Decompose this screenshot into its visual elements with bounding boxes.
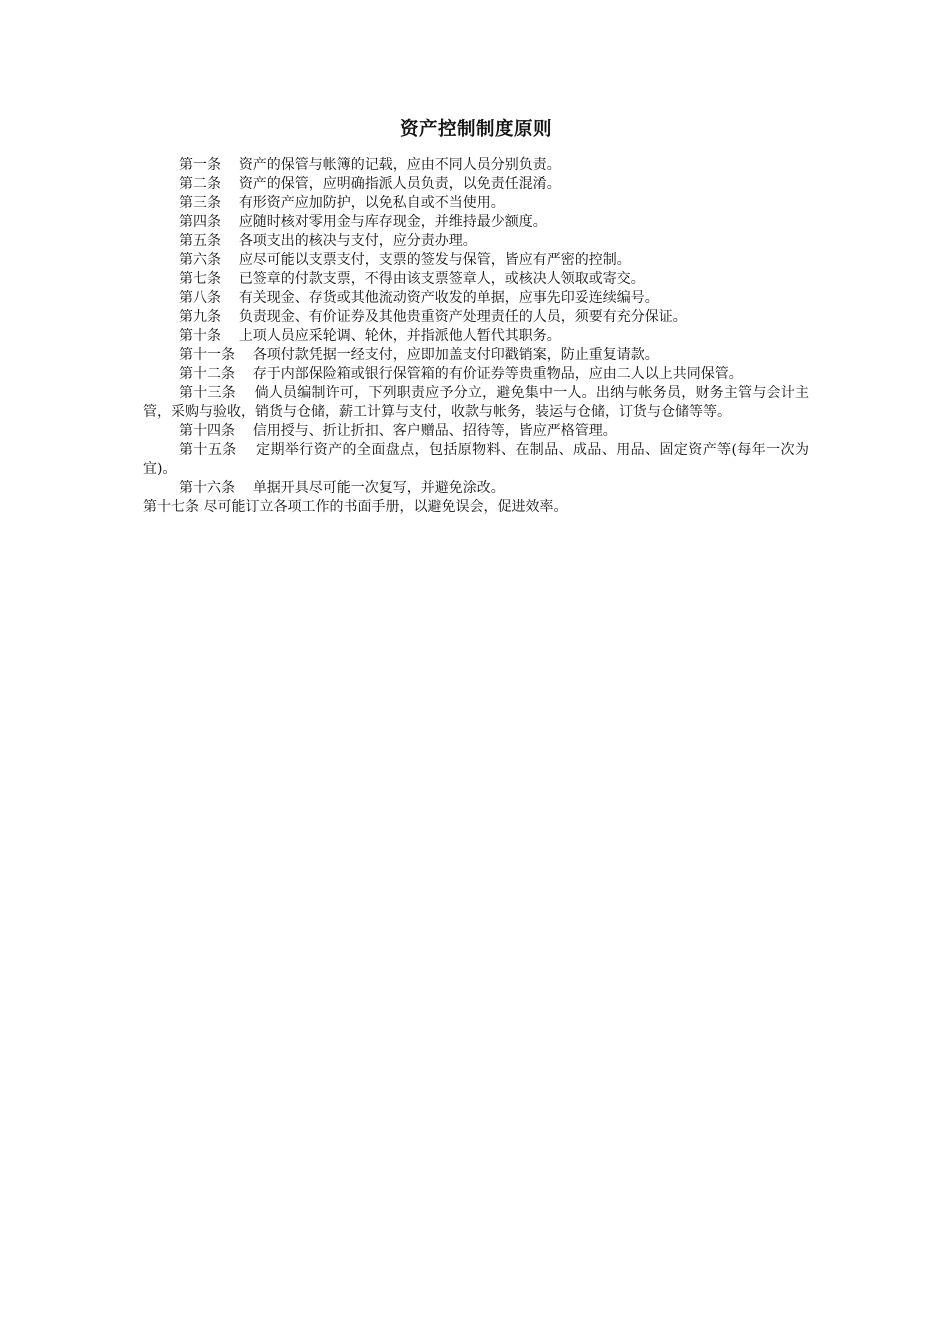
article-label: 第八条	[179, 290, 221, 306]
article-3	[143, 194, 809, 213]
article-label: 第四条	[179, 214, 221, 230]
article-text: 信用授与、折让折扣、客户赠品、招待等，皆应严格管理。	[252, 423, 617, 439]
article-16	[143, 479, 809, 498]
article-text: 定期举行资产的全面盘点，包括原物料、在制品、成品、用品、固定资产等(每年一次为宜)。	[143, 442, 810, 477]
article-7	[143, 270, 809, 289]
article-label: 第一条	[179, 157, 221, 173]
article-label: 第十五条	[179, 442, 237, 458]
article-label: 第十三条	[179, 385, 236, 401]
article-text: 各项付款凭据一经支付，应即加盖支付印戳销案，防止重复请款。	[252, 347, 659, 363]
article-text: 上项人员应采轮调、轮休，并指派他人暂代其职务。	[238, 328, 561, 344]
article-label: 第十六条	[179, 480, 235, 496]
article-text: 各项支出的核决与支付，应分责办理。	[238, 233, 477, 249]
article-text: 已签章的付款支票，不得由该支票签章人，或核决人领取或寄交。	[238, 271, 645, 287]
article-label: 第十四条	[179, 423, 235, 439]
article-label: 第五条	[179, 233, 221, 249]
article-5	[143, 232, 809, 251]
article-14	[143, 422, 809, 441]
article-label: 第十七条	[143, 499, 199, 515]
article-text: 资产的保管与帐簿的记载，应由不同人员分别负责。	[238, 157, 561, 173]
article-17	[143, 498, 809, 517]
article-text: 单据开具尽可能一次复写，并避免涂改。	[252, 480, 505, 496]
article-1	[143, 156, 809, 175]
article-13	[143, 384, 809, 422]
article-8	[143, 289, 809, 308]
article-10	[143, 327, 809, 346]
article-11	[143, 346, 809, 365]
article-label: 第九条	[179, 309, 221, 325]
article-label: 第十条	[179, 328, 221, 344]
article-text: 应随时核对零用金与库存现金，并维持最少额度。	[238, 214, 547, 230]
article-text: 存于内部保险箱或银行保管箱的有价证券等贵重物品，应由二人以上共同保管。	[252, 366, 743, 382]
article-text: 有形资产应加防护，以免私自或不当使用。	[238, 195, 505, 211]
article-6	[143, 251, 809, 270]
article-label: 第六条	[179, 252, 221, 268]
article-text: 尽可能订立各项工作的书面手册，以避免误会，促进效率。	[203, 499, 568, 515]
article-4	[143, 213, 809, 232]
article-9	[143, 308, 809, 327]
document-title: 资产控制制度原则	[399, 119, 552, 140]
article-label: 第十二条	[179, 366, 235, 382]
document-body	[143, 117, 809, 517]
article-label: 第七条	[179, 271, 221, 287]
article-15	[143, 441, 809, 479]
article-text: 倘人员编制许可，下列职责应予分立，避免集中一人。出纳与帐务员，财务主管与会计主管，采购与验收，销货与仓储，薪工计算与支付，收款与帐务，装运与仓储，订货与仓储等等。	[143, 385, 809, 420]
article-text: 资产的保管，应明确指派人员负责，以免责任混淆。	[238, 176, 561, 192]
article-label: 第三条	[179, 195, 221, 211]
article-2	[143, 175, 809, 194]
article-12	[143, 365, 809, 384]
article-text: 负责现金、有价证券及其他贵重资产处理责任的人员，须要有充分保证。	[238, 309, 687, 325]
article-label: 第二条	[179, 176, 221, 192]
article-label: 第十一条	[179, 347, 235, 363]
article-text: 有关现金、存货或其他流动资产收发的单据，应事先印妥连续编号。	[238, 290, 659, 306]
article-text: 应尽可能以支票支付，支票的签发与保管，皆应有严密的控制。	[238, 252, 631, 268]
